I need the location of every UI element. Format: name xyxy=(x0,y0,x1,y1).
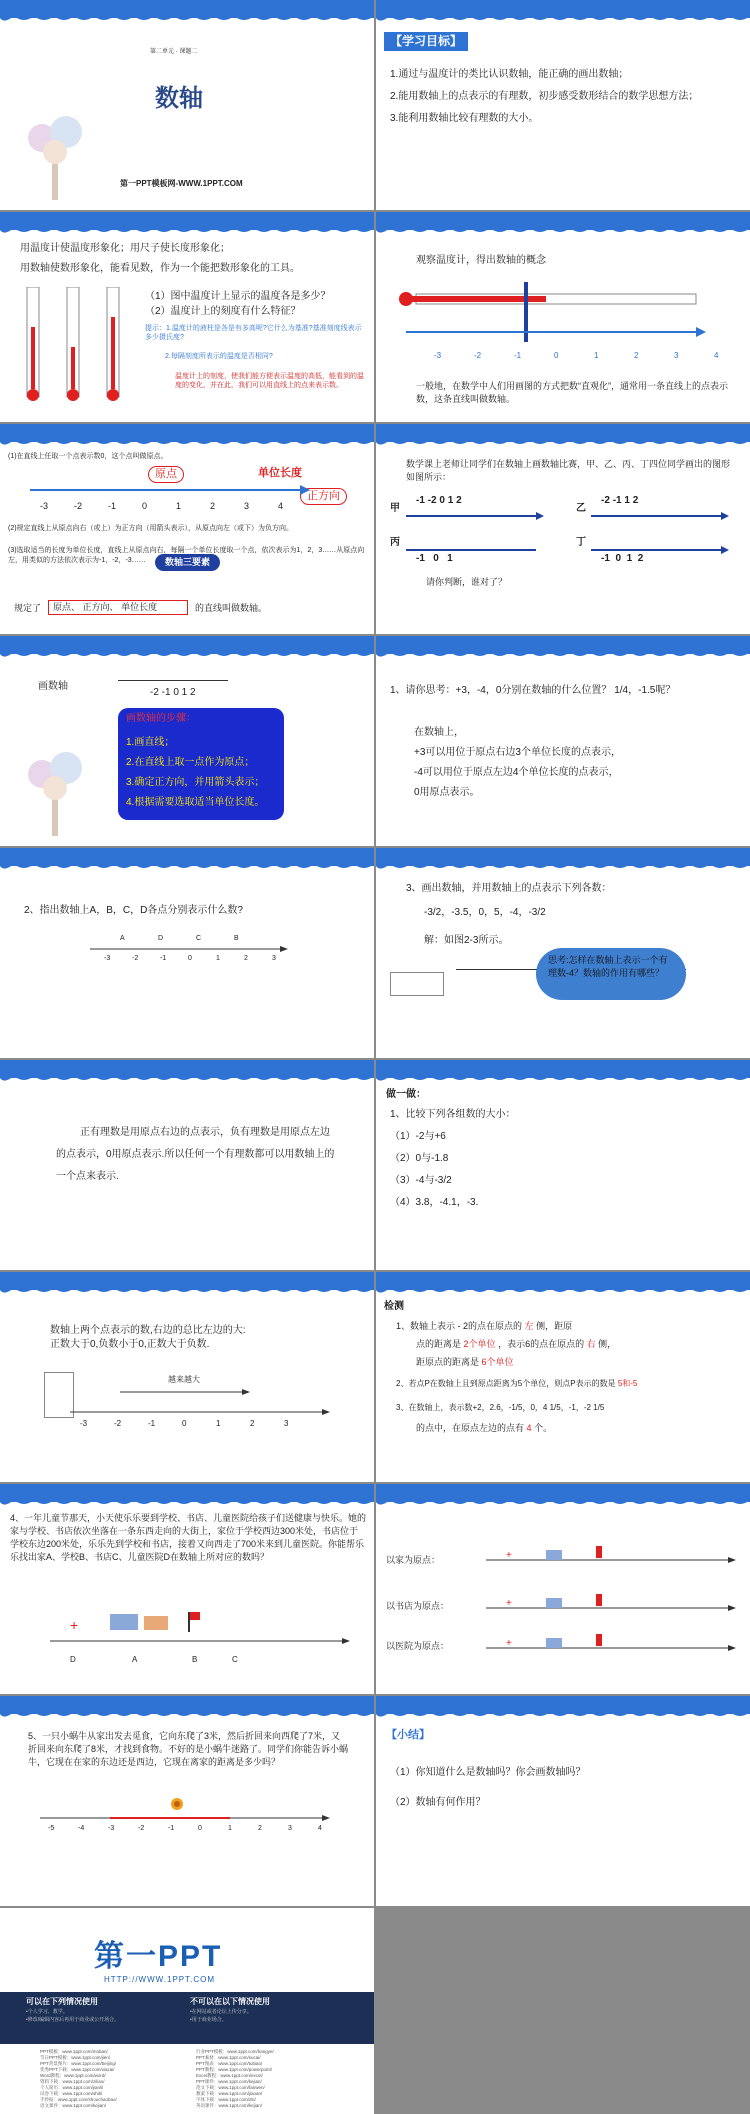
origin-label: 原点 xyxy=(148,466,184,483)
slide-check[interactable] xyxy=(376,1272,750,1482)
draw-axis-numbers: -2 -1 0 1 2 xyxy=(150,687,196,698)
rule-suffix: 的直线叫做数轴。 xyxy=(195,603,268,613)
draw-axis-label: 画数轴 xyxy=(38,681,68,692)
slide-bigger-right[interactable] xyxy=(0,1272,374,1482)
axis-tick-label: -1 xyxy=(168,1825,175,1832)
yi-numbers: -2 -1 1 2 xyxy=(601,495,639,506)
slide-thermometer[interactable] xyxy=(0,212,374,422)
promo-link[interactable]: 个人简历：www.1ppt.com/jianli/ xyxy=(40,2085,104,2090)
goals-header: 【学习目标】 xyxy=(384,32,468,51)
can-use-title: 可以在下列情况使用 xyxy=(26,1997,98,2006)
places-icons xyxy=(70,1606,200,1634)
promo-band xyxy=(0,1992,374,2044)
cannot-use-title: 不可以在以下情况使用 xyxy=(190,1997,270,2006)
promo-link[interactable]: 行业PPT模板：www.1ppt.com/hangye/ xyxy=(196,2049,274,2054)
page-title: 数轴 xyxy=(155,85,203,112)
goal-1: 1.通过与温度计的类比认识数轴，能正确的画出数轴； xyxy=(390,69,629,80)
three-elements-badge: 数轴三要素 xyxy=(155,554,220,571)
axis-tick-label: -2 xyxy=(132,955,139,962)
slide-summary-text[interactable] xyxy=(0,1060,374,1270)
axis-tick-label: -4 xyxy=(78,1825,85,1832)
promo-link[interactable]: 教案下载：www.1ppt.com/jiaoan/ xyxy=(196,2091,263,2096)
site-credit: 第一PPT模板网-WWW.1PPT.COM xyxy=(120,179,243,188)
label-jia: 甲 xyxy=(390,503,400,514)
axis-tick-label: -1 xyxy=(160,955,167,962)
step-3: (3)选取适当的长度为单位长度，直线上从原点向右，每隔一个单位长度取一个点，依次表示为1，2，3……从原点向左，用类似的方法依次表示为-1，-2，-3…… xyxy=(8,547,365,564)
point-label: A xyxy=(120,935,125,942)
red-note: 温度计上的刻度，使我们能方便表示温度的高低，能看到的温度的变化，并在此，我们可以用直线上的点来表示数。 xyxy=(175,373,364,390)
slide-plot-numbers[interactable] xyxy=(376,848,750,1058)
promo-link[interactable]: 资料下载：www.1ppt.com/ziliao/ xyxy=(40,2079,105,2084)
tree-decoration-icon xyxy=(20,110,90,200)
axis-tick-label: 2 xyxy=(244,955,248,962)
goal-2: 2.能用数轴上的点表示的有理数，初步感受数形结合的数学思想方法； xyxy=(390,91,699,102)
slide-think-1[interactable] xyxy=(376,636,750,846)
axis-tick-label: 2 xyxy=(210,501,216,511)
svg-text:+: + xyxy=(506,1638,512,1649)
svg-text:+: + xyxy=(506,1598,512,1609)
steps-box xyxy=(118,708,284,820)
axis-tick-label: 4 xyxy=(278,501,284,511)
svg-text:+: + xyxy=(506,1550,512,1561)
slide-promo[interactable] xyxy=(0,1908,374,2114)
promo-link[interactable]: PPT课件：www.1ppt.com/kejian/ xyxy=(196,2079,262,2084)
axis-tick-label: -3 xyxy=(104,955,111,962)
sign-rule-text: 正数大于0,负数小于0,正数大于负数. xyxy=(50,1339,210,1350)
label-a: A xyxy=(132,1655,138,1664)
check-1c: 距原点的距离是 6个单位 xyxy=(416,1357,514,1367)
axis-tick-label: -2 xyxy=(474,351,482,360)
step-a: 1.画直线； xyxy=(126,737,175,748)
point-label: B xyxy=(234,935,239,942)
axis-tick-label: -3 xyxy=(434,351,442,360)
slide-compare[interactable] xyxy=(376,1060,750,1270)
tip-1: 提示：1.温度计的液柱是各是有多高呢?它什么为基准?基准刻度线表示多少摄氏度? xyxy=(145,325,362,342)
check-2: 2、若点P在数轴上且到原点距离为5个单位，则点P表示的数是 5和-5 xyxy=(396,1379,638,1388)
tree-decoration-icon xyxy=(20,746,90,836)
axis-tick-label: 4 xyxy=(318,1825,322,1832)
ding-numbers: -1 0 1 2 xyxy=(601,553,644,564)
right-bigger-text: 数轴上两个点表示的数,右边的总比左边的大: xyxy=(50,1325,246,1336)
label-bing: 丙 xyxy=(390,537,400,548)
promo-link[interactable]: 节日PPT模板：www.1ppt.com/jieri/ xyxy=(40,2055,111,2060)
axis-tick-label: 0 xyxy=(554,351,559,360)
promo-link[interactable]: 字体下载：www.1ppt.com/ziti/ xyxy=(196,2097,256,2102)
promo-link[interactable]: Excel教程：www.1ppt.com/excel/ xyxy=(196,2073,263,2078)
axis-tick-label: -3 xyxy=(40,501,49,511)
axis-tick-label: 4 xyxy=(714,351,719,360)
slide-angel[interactable] xyxy=(0,1484,374,1694)
summary-q2: （2）数轴有何作用？ xyxy=(390,1797,486,1808)
snail-problem: 5、一只小蜗牛从家出发去觅食，它向东爬了3米，然后折回来向西爬了7米，又折回来向东爬了8米，才找到食物。不好的是小蜗牛迷路了。同学们你能告诉小蜗牛，它现在在家的东边还是西边，它现在离家的距离是多少吗？ xyxy=(28,1731,349,1768)
steps-title: 画数轴的步骤： xyxy=(126,713,196,724)
check-header: 检测 xyxy=(384,1301,404,1312)
rule-prefix: 规定了 xyxy=(14,603,42,613)
check-1: 1、数轴上表示 - 2的点在原点的 左 侧，距原 xyxy=(396,1321,573,1331)
axis-tick-label: 0 xyxy=(198,1825,202,1832)
promo-url: HTTP://WWW.1PPT.COM xyxy=(104,1975,215,1984)
axis-tick-label: 3 xyxy=(244,501,250,511)
check-1b: 点的距离是 2个单位 ，表示6的点在原点的 右 侧， xyxy=(416,1339,617,1349)
line-2: 用数轴使数形象化，能看见数，作为一个能把数形象化的工具。 xyxy=(20,263,300,274)
label-b: B xyxy=(192,1655,198,1664)
promo-link[interactable]: PPT模板：www.1ppt.com/moban/ xyxy=(40,2049,108,2054)
axis-tick-label: -2 xyxy=(114,1419,122,1428)
answer-3: -4可以用位于原点左边4个单位长度的点表示， xyxy=(414,767,619,778)
promo-logo: 第一PPT xyxy=(94,1940,223,1973)
promo-link[interactable]: 英语课件：www.1ppt.com/kejian/ xyxy=(196,2103,263,2108)
check-3b: 的点中，在原点左边的点有 4 个。 xyxy=(416,1423,553,1433)
slide-goals[interactable] xyxy=(376,0,750,210)
step-c: 3.确定正方向，并用箭头表示； xyxy=(126,777,265,788)
tip-2: 2.每隔刻度所表示的温度是否相同? xyxy=(165,353,273,360)
compare-4: （4）3.8，-4.1，-3. xyxy=(390,1197,479,1208)
slide-axis-concept[interactable] xyxy=(376,212,750,422)
snail-icon xyxy=(168,1794,188,1812)
slide-three-elements[interactable] xyxy=(0,424,374,634)
thermometers-icon xyxy=(22,287,132,407)
axis-tick-label: -2 xyxy=(138,1825,145,1832)
compare-1: （1）-2与+6 xyxy=(390,1131,446,1142)
slide-title[interactable] xyxy=(0,0,374,210)
judge-question: 请你判断，谁对了？ xyxy=(426,577,508,587)
axis-definition: 一般地，在数学中人们用画图的方式把数“直观化”，通常用一条直线上的点表示数，这条直线叫做数轴。 xyxy=(416,381,728,404)
think-bubble: 思考:怎样在数轴上表示一个有理数-4？数轴的作用有哪些？ xyxy=(536,948,686,1000)
axis-tick-label: 3 xyxy=(674,351,679,360)
promo-link[interactable]: PPT背景图片：www.1ppt.com/beijing/ xyxy=(40,2061,117,2066)
try-header: 做一做： xyxy=(386,1089,426,1100)
slide-contest[interactable] xyxy=(376,424,750,634)
can-use-1: •个人学习、教学。 xyxy=(26,2009,68,2015)
axis-tick-label: 2 xyxy=(258,1825,262,1832)
elements-box: 原点、 正方向、 单位长度 xyxy=(48,600,188,615)
origin-bookstore: 以书店为原点： xyxy=(386,1601,450,1611)
axis-concept-header: 观察温度计，得出数轴的概念 xyxy=(416,255,546,266)
angel-problem: 4、一年儿童节那天，小天使乐乐要到学校、书店、儿童医院给孩子们送健康与快乐。她的家与学校、书店依次坐落在一条东西走向的大街上，家位于学校西边300米处，书店位于学校东边200米处，乐乐先到学校和书店，接着又向西走了700米来到儿童医院。你能帮乐乐找出家A、学校B、书店C、儿童医院D在数轴上所对应的数吗？ xyxy=(10,1513,367,1563)
line-1: 用温度计使温度形象化；用尺子使长度形象化； xyxy=(20,243,230,254)
placeholder-box xyxy=(390,972,444,996)
draw-axis-line xyxy=(118,680,228,681)
angel-axis xyxy=(50,1637,350,1645)
label-yi: 乙 xyxy=(576,503,586,514)
axis-tick-label: -2 xyxy=(74,501,83,511)
compare-2: （2）0与-1.8 xyxy=(390,1153,449,1164)
axis-line-s5 xyxy=(30,484,310,496)
summary-header: 【小结】 xyxy=(386,1729,430,1741)
bing-numbers: -1 0 1 xyxy=(416,553,453,564)
step-2: (2)规定直线上从原点向右（或上）为正方向（用箭头表示），从原点向左（或下）为负方向。 xyxy=(8,525,294,532)
axis-tick-label: 0 xyxy=(142,501,148,511)
slide-snail[interactable] xyxy=(0,1696,374,1906)
promo-link[interactable]: 手抄报：www.1ppt.com/shouchaobao/ xyxy=(40,2097,117,2102)
origin-axes xyxy=(486,1542,736,1662)
axis-tick-label: 1 xyxy=(216,1419,221,1428)
promo-link[interactable]: 语文课件：www.1ppt.com/kejian/ xyxy=(40,2103,107,2108)
question-1: （1）图中温度计上显示的温度各是多少？ xyxy=(145,291,331,302)
cannot-use-2: •用于商业场合。 xyxy=(190,2017,227,2023)
snail-axis xyxy=(40,1814,330,1822)
increasing-arrow-icon xyxy=(120,1388,250,1396)
think-question: 1、请你思考：+3，-4，0分别在数轴的什么位置？ 1/4，-1.5呢？ xyxy=(390,685,676,696)
axis-tick-label: -5 xyxy=(48,1825,55,1832)
axis-tick-label: 0 xyxy=(182,1419,187,1428)
promo-link[interactable]: PPT图表：www.1ppt.com/tubiao/ xyxy=(196,2061,263,2066)
axis-tick-label: 1 xyxy=(176,501,182,511)
element-unit: 单位长度 xyxy=(121,602,158,612)
contest-text: 数学课上老师让同学们在数轴上画数轴比赛，甲、乙、丙、丁四位同学画出的图形如图所示： xyxy=(406,459,731,482)
axis-tick-label: 2 xyxy=(634,351,639,360)
check-3: 3、在数轴上，表示数+2，2.6，-1/5，0，4 1/5，-1，-2 1/5 xyxy=(396,1403,605,1412)
rational-point-text: 正有理数是用原点右边的点表示，负有理数是用原点左边的点表示，0用原点表示.所以任何一个有理数都可以用数轴上的一个点来表示. xyxy=(56,1127,335,1182)
plot-question: 3、画出数轴，并用数轴上的点表示下列各数： xyxy=(406,883,612,894)
can-use-2: •修改/编辑内容后再用于商业或公开场合。 xyxy=(26,2017,120,2023)
question-2: （2）温度计上的刻度有什么特征？ xyxy=(145,306,301,317)
slide-summary[interactable] xyxy=(376,1696,750,1906)
step-b: 2.在直线上取一点作为原点； xyxy=(126,757,255,768)
jia-numbers: -1 -2 0 1 2 xyxy=(416,495,462,506)
promo-link[interactable]: 试卷下载：www.1ppt.com/shiti/ xyxy=(40,2091,103,2096)
element-direction: 正方向 xyxy=(82,602,110,612)
element-origin: 原点 xyxy=(53,602,72,612)
label-c: C xyxy=(232,1655,238,1664)
step-d: 4.根据需要选取适当单位长度。 xyxy=(126,797,265,808)
promo-link[interactable]: PPT教程：www.1ppt.com/powerpoint/ xyxy=(196,2067,273,2072)
label-d: D xyxy=(70,1655,76,1664)
points-question: 2、指出数轴上A，B，C，D各点分别表示什么数? xyxy=(24,905,243,916)
slide-origins[interactable] xyxy=(376,1484,750,1694)
axis-tick-label: 3 xyxy=(288,1825,292,1832)
origin-hospital: 以医院为原点： xyxy=(386,1641,450,1651)
compare-3: （3）-4与-3/2 xyxy=(390,1175,452,1186)
axis-tick-label: -3 xyxy=(80,1419,88,1428)
contest-axes xyxy=(406,506,746,556)
goal-3: 3.能利用数轴比较有理数的大小。 xyxy=(390,113,539,124)
answer-1: 在数轴上， xyxy=(414,727,464,738)
compare-axis xyxy=(70,1408,330,1416)
answer-2: +3可以用位于原点右边3个单位长度的点表示， xyxy=(414,747,621,758)
answer-4: 0用原点表示。 xyxy=(414,787,480,798)
increasing-label: 越来越大 xyxy=(168,1375,200,1384)
promo-link[interactable]: 范文下载：www.1ppt.com/fanwen/ xyxy=(196,2085,265,2090)
axis-tick-label: 1 xyxy=(216,955,220,962)
axis-tick-label: 2 xyxy=(250,1419,255,1428)
axis-tick-label: -1 xyxy=(148,1419,156,1428)
axis-tick-label: -1 xyxy=(108,501,117,511)
svg-text:+: + xyxy=(70,1617,79,1633)
promo-link[interactable]: PPT素材：www.1ppt.com/sucai/ xyxy=(196,2055,261,2060)
direction-label: 正方向 xyxy=(300,488,347,505)
point-label: D xyxy=(158,935,164,942)
axis-tick-label: 1 xyxy=(594,351,599,360)
axis-tick-label: 1 xyxy=(228,1825,232,1832)
axis-tick-label: 0 xyxy=(188,955,192,962)
compare-question: 1、比较下列各组数的大小： xyxy=(390,1109,516,1120)
promo-link[interactable]: 优秀PPT下载：www.1ppt.com/xiazai/ xyxy=(40,2067,115,2072)
step-1: (1)在直线上任取一个点表示数0，这个点叫做原点。 xyxy=(8,453,168,460)
label-ding: 丁 xyxy=(576,537,586,548)
promo-link[interactable]: Word教程：www.1ppt.com/word/ xyxy=(40,2073,106,2078)
axis-tick-label: -3 xyxy=(108,1825,115,1832)
slide-draw-axis[interactable] xyxy=(0,636,374,846)
plot-numbers: -3/2，-3.5，0，5，-4，-3/2 xyxy=(424,907,546,918)
axis-tick-label: 3 xyxy=(272,955,276,962)
axis-tick-label: -1 xyxy=(514,351,522,360)
point-label: C xyxy=(196,935,202,942)
unit-length-label: 单位长度 xyxy=(258,467,302,479)
unit-label: 第二单元 · 课题二 xyxy=(150,49,198,55)
summary-q1: （1）你知道什么是数轴吗？你会画数轴吗？ xyxy=(390,1767,586,1778)
slide-points[interactable] xyxy=(0,848,374,1058)
plot-answer: 解：如图2-3所示。 xyxy=(424,935,509,946)
cannot-use-1: •在网站或者论坛上传分享。 xyxy=(190,2009,252,2015)
empty-cell xyxy=(376,1908,750,2114)
axis-tick-label: 3 xyxy=(284,1419,289,1428)
origin-home: 以家为原点： xyxy=(386,1555,441,1565)
